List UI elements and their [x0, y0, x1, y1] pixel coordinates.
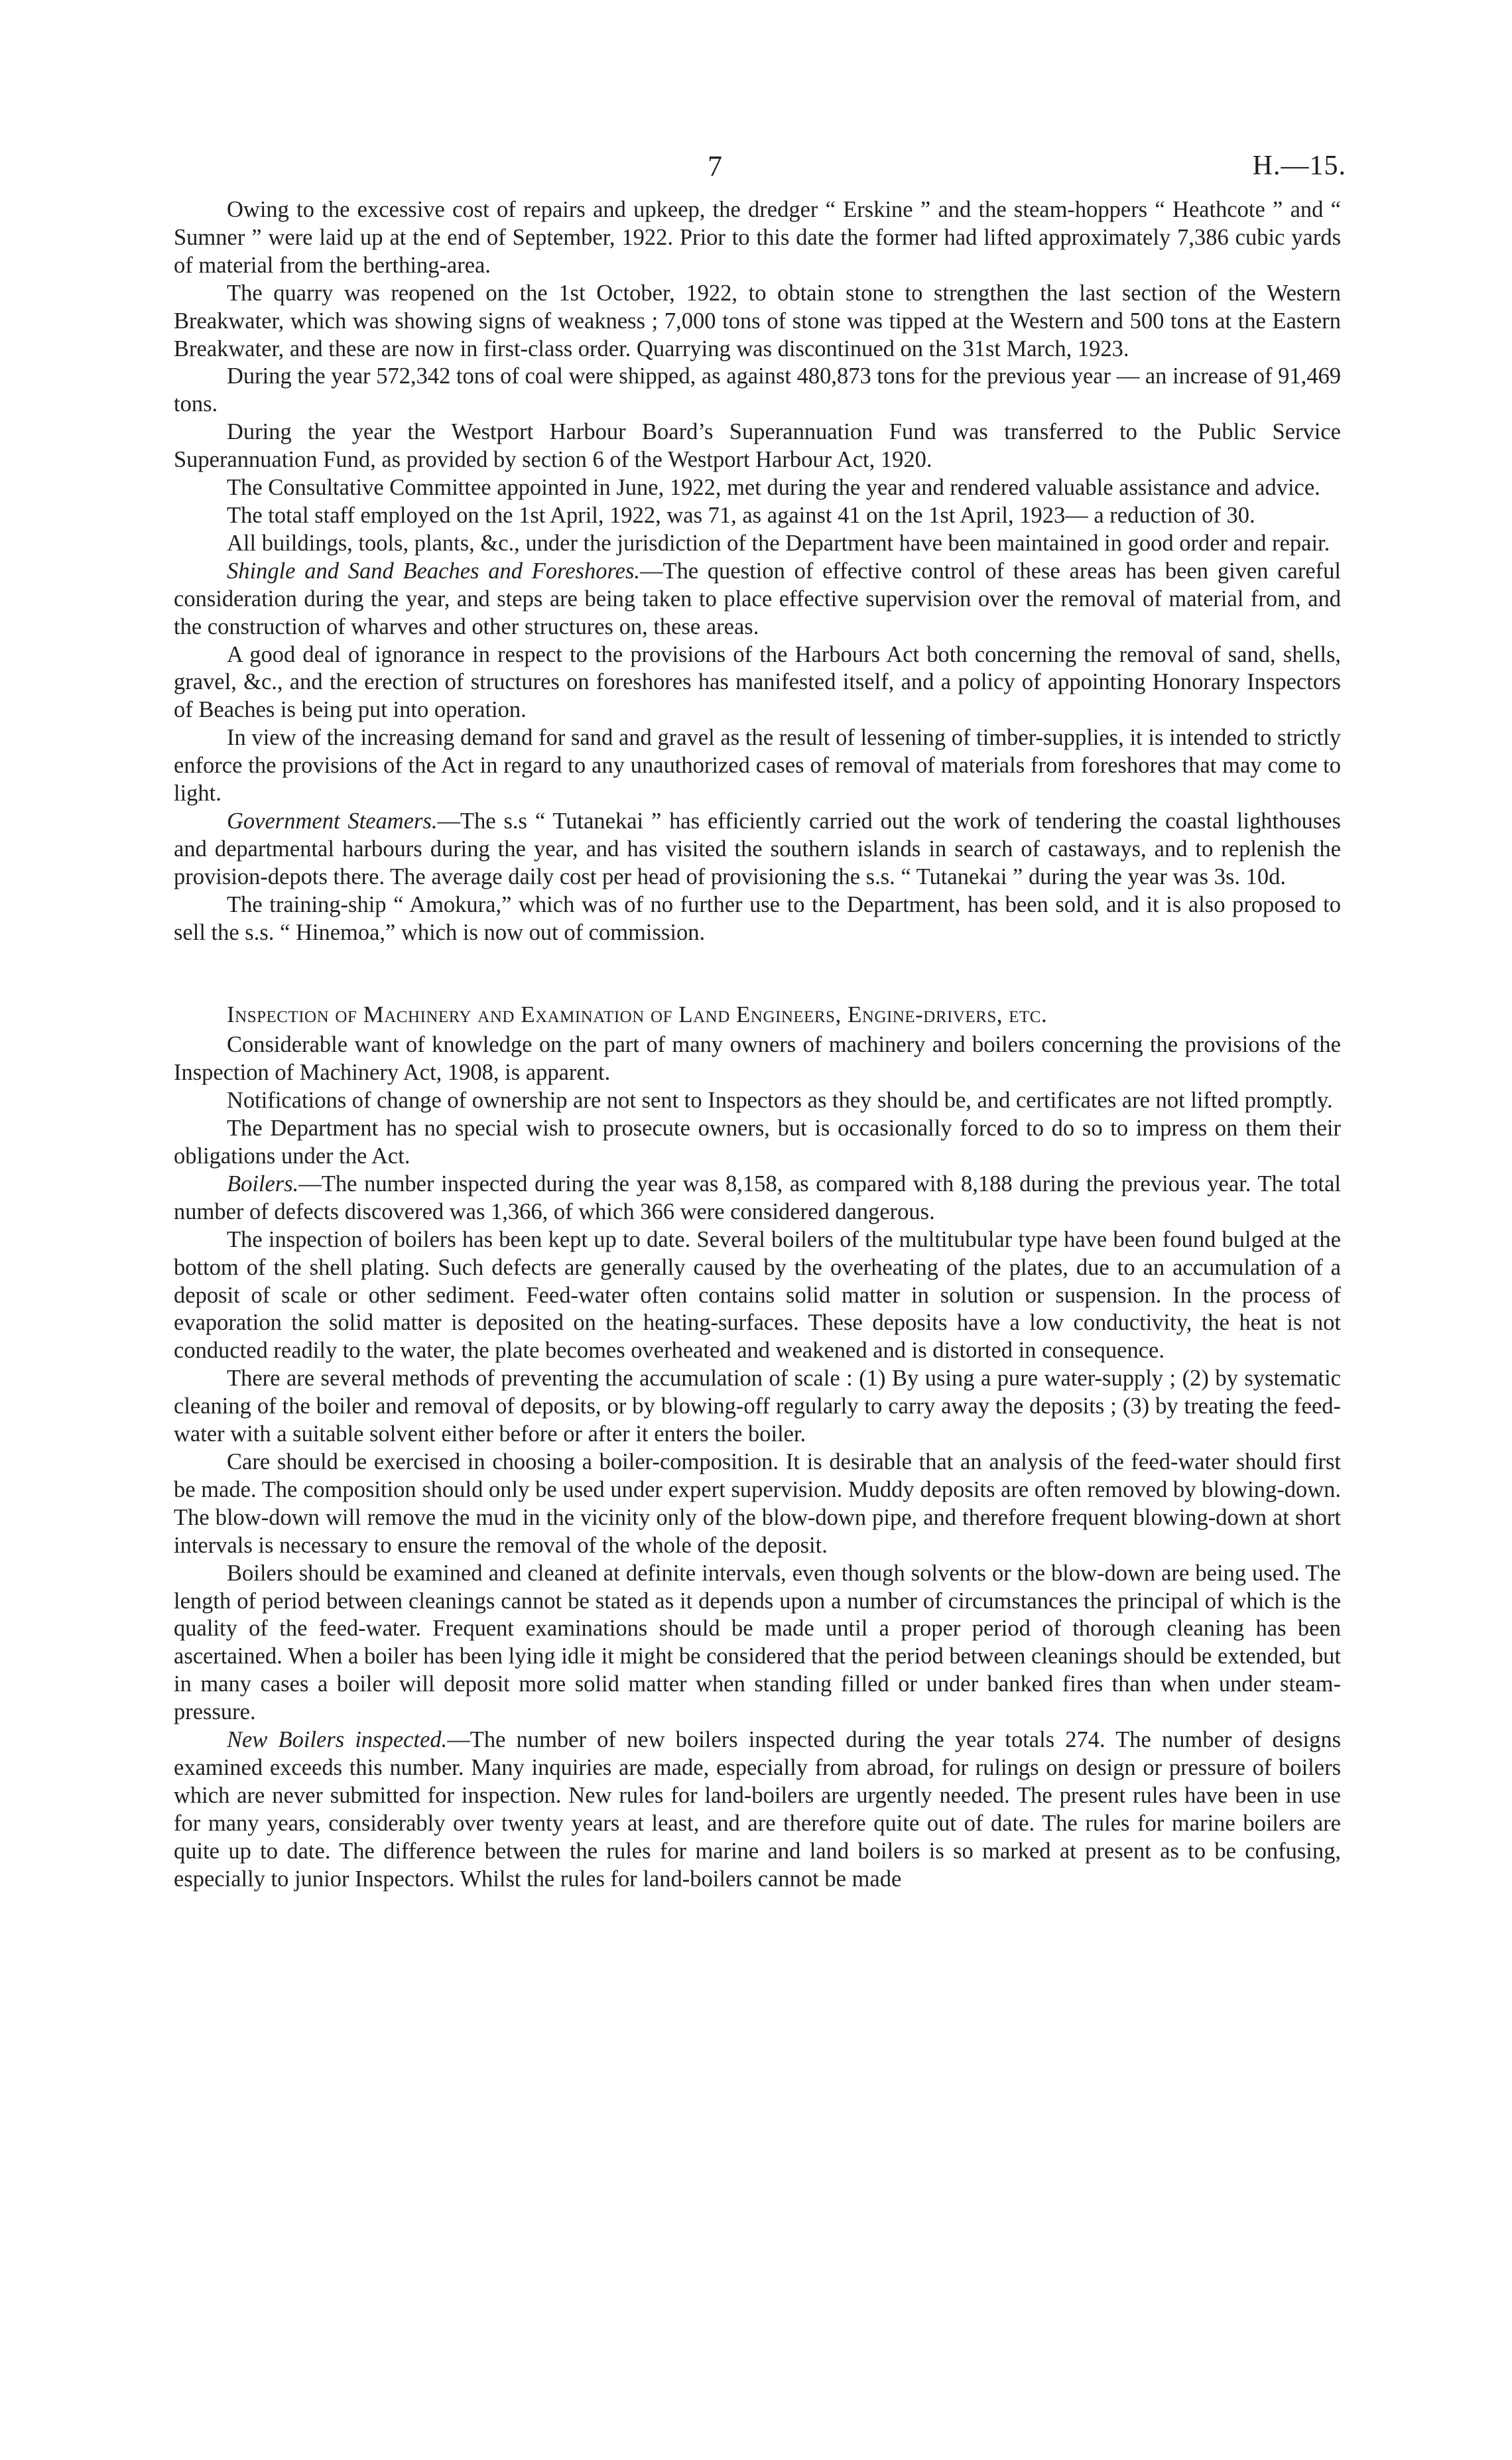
paragraph: The total staff employed on the 1st April, 1922, was 71, as against 41 on the 1st April, 1923— a reduction of 30. [227, 502, 1255, 528]
paragraph-lead: New Boilers inspected. [227, 1727, 448, 1753]
section-heading: Inspection of Machinery and Examination of Land Engineers, Engine-drivers, etc. [227, 1002, 1048, 1028]
paragraph: Care should be exercised in choosing a boiler-composition. It is desirable that an analysis of the feed-water should first be made. The composition should only be used under expert supervision. Muddy deposits are often removed by blowing-down. The blow-down will remove the mud in the vicinity only of the blow-down pipe, and therefore frequent blowing-down at short intervals is necessary to ensure the removal of the whole of the deposit. [174, 1449, 1341, 1558]
paragraph: The Department has no special wish to prosecute owners, but is occasionally forced to do so to impress on them their obligations under the Act. [174, 1116, 1341, 1169]
paragraph: The inspection of boilers has been kept up to date. Several boilers of the multitubular type have been found bulged at the bottom of the shell plating. Such defects are generally caused by the overheating of the plates, due to an accumulation of a deposit of scale or other sediment. Feed-water often contains solid matter in solution or suspension. In the process of evaporation the solid matter is deposited on the heating-surfaces. These deposits have a low conductivity, the heat is not conducted readily to the water, the plate becomes overheated and weakened and is distorted in consequence. [174, 1226, 1341, 1364]
paragraph: The quarry was reopened on the 1st October, 1922, to obtain stone to strengthen the last section of the Western Breakwater, which was showing signs of weakness ; 7,000 tons of stone was tipped at the Western and 500 tons at the Eastern Breakwater, and these are now in first-class order. Quarrying was discontinued on the 31st March, 1923. [174, 280, 1341, 361]
paragraph: In view of the increasing demand for sand and gravel as the result of lessening of timber-supplies, it is intended to strictly enforce the provisions of the Act in regard to any unauthorized cases of removal of materials from foreshores that may come to light. [174, 725, 1341, 807]
paragraph: There are several methods of preventing the accumulation of scale : (1) By using a pure water-supply ; (2) by systematic cleaning of the boiler and removal of deposits, or by blowing-off regularly to carry away the deposits ; (3) by treating the feed-water with a suitable solvent either before or after it enters the boiler. [174, 1366, 1341, 1447]
paragraph: All buildings, tools, plants, &c., under the jurisdiction of the Department have been maintained in good order and repair. [227, 530, 1330, 556]
document-page [174, 150, 1346, 1893]
paragraph: A good deal of ignorance in respect to the provisions of the Harbours Act both concerning the removal of sand, shells, gravel, &c., and the erection of structures on foreshores has manifested itself, and a policy of appointing Honorary Inspectors of Beaches is being put into operation. [174, 641, 1341, 723]
paragraph: Government Steamers.—The s.s “ Tutanekai ” has efficiently carried out the work of tendering the coastal lighthouses and departmental harbours during the year, and has visited the southern islands in search of castaways, and to replenish the provision-depots there. The average daily cost per head of provisioning the s.s. “ Tutanekai ” during the year was 3s. 10d. [174, 808, 1341, 889]
paragraph: The Consultative Committee appointed in June, 1922, met during the year and rendered valuable assistance and advice. [227, 475, 1320, 501]
paragraph: Shingle and Sand Beaches and Foreshores.—The question of effective control of these areas has been given careful consideration during the year, and steps are being taken to place effective supervision over the removal of material from, and the construction of wharves and other structures on, these areas. [174, 558, 1341, 639]
paragraph: Notifications of change of ownership are not sent to Inspectors as they should be, and certificates are not lifted promptly. [227, 1088, 1333, 1114]
paragraph: During the year the Westport Harbour Board’s Superannuation Fund was transferred to the Public Service Superannuation Fund, as provided by section 6 of the Westport Harbour Act, 1920. [174, 419, 1341, 473]
paragraph: Considerable want of knowledge on the part of many owners of machinery and boilers concerning the provisions of the Inspection of Machinery Act, 1908, is apparent. [174, 1032, 1341, 1086]
page-header [174, 150, 1346, 196]
paragraph-lead: Boilers. [227, 1171, 299, 1197]
body-top [174, 196, 1341, 946]
paragraph: During the year 572,342 tons of coal were shipped, as against 480,873 tons for the previous year — an increase of 91,469 tons. [174, 363, 1341, 417]
paragraph: The training-ship “ Amokura,” which was of no further use to the Department, has been sold, and it is also proposed to sell the s.s. “ Hinemoa,” which is now out of commission. [174, 891, 1341, 945]
paragraph-lead: Shingle and Sand Beaches and Foreshores. [227, 558, 640, 584]
paragraph: New Boilers inspected.—The number of new boilers inspected during the year totals 274. The number of designs examined exceeds this number. Many inquiries are made, especially from abroad, for rulings on design or pressure of boilers which are never submitted for inspection. New rules for land-boilers are urgently needed. The present rules have been in use for many years, considerably over twenty years at least, and are therefore quite out of date. The rules for marine boilers are quite up to date. The difference between the rules for marine and land boilers is so marked at present as to be confusing, especially to junior Inspectors. Whilst the rules for land-boilers cannot be made [174, 1727, 1341, 1892]
body-bottom [174, 1031, 1341, 1893]
document-code: H.—15. [1252, 151, 1346, 181]
paragraph: Owing to the excessive cost of repairs and upkeep, the dredger “ Erskine ” and the steam-hoppers “ Heathcote ” and “ Sumner ” were laid up at the end of September, 1922. Prior to this date the former had lifted approximately 7,386 cubic yards of material from the berthing-area. [174, 197, 1341, 278]
page-number: 7 [708, 150, 722, 182]
paragraph: Boilers.—The number inspected during the year was 8,158, as compared with 8,188 during the previous year. The total number of defects discovered was 1,366, of which 366 were considered dangerous. [174, 1171, 1341, 1224]
paragraph: Boilers should be examined and cleaned at definite intervals, even though solvents or the blow-down are being used. The length of period between cleanings cannot be stated as it depends upon a number of circumstances the principal of which is the quality of the feed-water. Frequent examinations should be made until a proper period of thorough cleaning has been ascertained. When a boiler has been lying idle it might be considered that the period between cleanings should be extended, but in many cases a boiler will deposit more solid matter when standing filled or under banked fires than when under steam-pressure. [174, 1560, 1341, 1725]
paragraph-lead: Government Steamers. [227, 808, 438, 834]
